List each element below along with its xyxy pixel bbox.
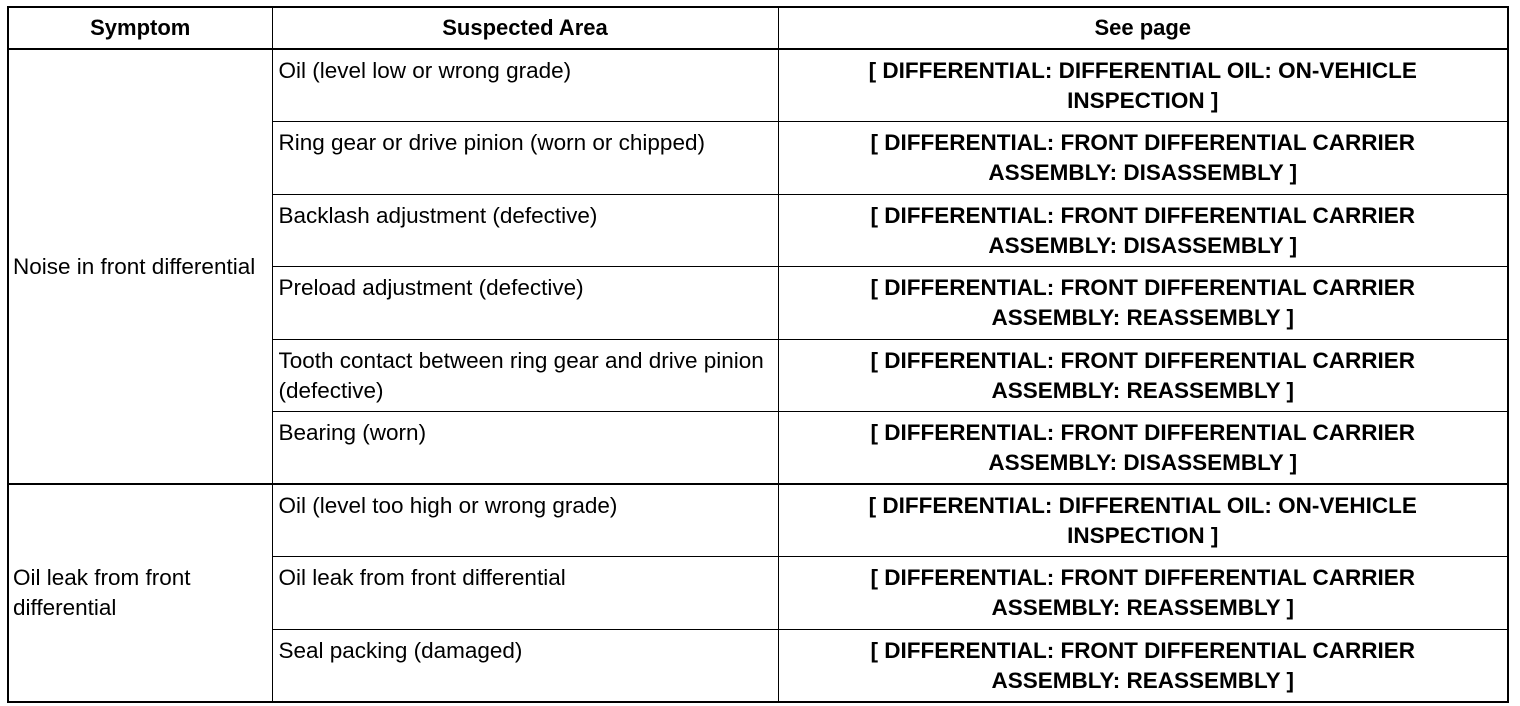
suspected-area-cell: Bearing (worn) [272, 412, 778, 485]
see-page-cell: [ DIFFERENTIAL: FRONT DIFFERENTIAL CARRIER ASSEMBLY: DISASSEMBLY ] [778, 122, 1508, 195]
header-see-page: See page [778, 7, 1508, 49]
see-page-cell: [ DIFFERENTIAL: FRONT DIFFERENTIAL CARRIER ASSEMBLY: DISASSEMBLY ] [778, 412, 1508, 485]
suspected-area-cell: Oil (level low or wrong grade) [272, 49, 778, 122]
symptom-cell: Noise in front differential [8, 49, 272, 484]
see-page-cell: [ DIFFERENTIAL: FRONT DIFFERENTIAL CARRIER ASSEMBLY: REASSEMBLY ] [778, 629, 1508, 702]
suspected-area-cell: Oil (level too high or wrong grade) [272, 484, 778, 557]
suspected-area-cell: Ring gear or drive pinion (worn or chipped) [272, 122, 778, 195]
suspected-area-cell: Seal packing (damaged) [272, 629, 778, 702]
header-row [8, 7, 1508, 49]
table-row [8, 49, 1508, 122]
see-page-cell: [ DIFFERENTIAL: FRONT DIFFERENTIAL CARRIER ASSEMBLY: REASSEMBLY ] [778, 267, 1508, 340]
troubleshooting-table [7, 6, 1509, 703]
see-page-cell: [ DIFFERENTIAL: FRONT DIFFERENTIAL CARRIER ASSEMBLY: REASSEMBLY ] [778, 339, 1508, 412]
suspected-area-cell: Oil leak from front differential [272, 557, 778, 630]
see-page-cell: [ DIFFERENTIAL: DIFFERENTIAL OIL: ON-VEHICLE INSPECTION ] [778, 484, 1508, 557]
see-page-cell: [ DIFFERENTIAL: DIFFERENTIAL OIL: ON-VEHICLE INSPECTION ] [778, 49, 1508, 122]
symptom-cell: Oil leak from front differential [8, 484, 272, 702]
see-page-cell: [ DIFFERENTIAL: FRONT DIFFERENTIAL CARRIER ASSEMBLY: REASSEMBLY ] [778, 557, 1508, 630]
suspected-area-cell: Tooth contact between ring gear and drive pinion (defective) [272, 339, 778, 412]
suspected-area-cell: Backlash adjustment (defective) [272, 194, 778, 267]
header-symptom: Symptom [8, 7, 272, 49]
see-page-cell: [ DIFFERENTIAL: FRONT DIFFERENTIAL CARRIER ASSEMBLY: DISASSEMBLY ] [778, 194, 1508, 267]
header-suspected-area: Suspected Area [272, 7, 778, 49]
suspected-area-cell: Preload adjustment (defective) [272, 267, 778, 340]
table-row [8, 484, 1508, 557]
